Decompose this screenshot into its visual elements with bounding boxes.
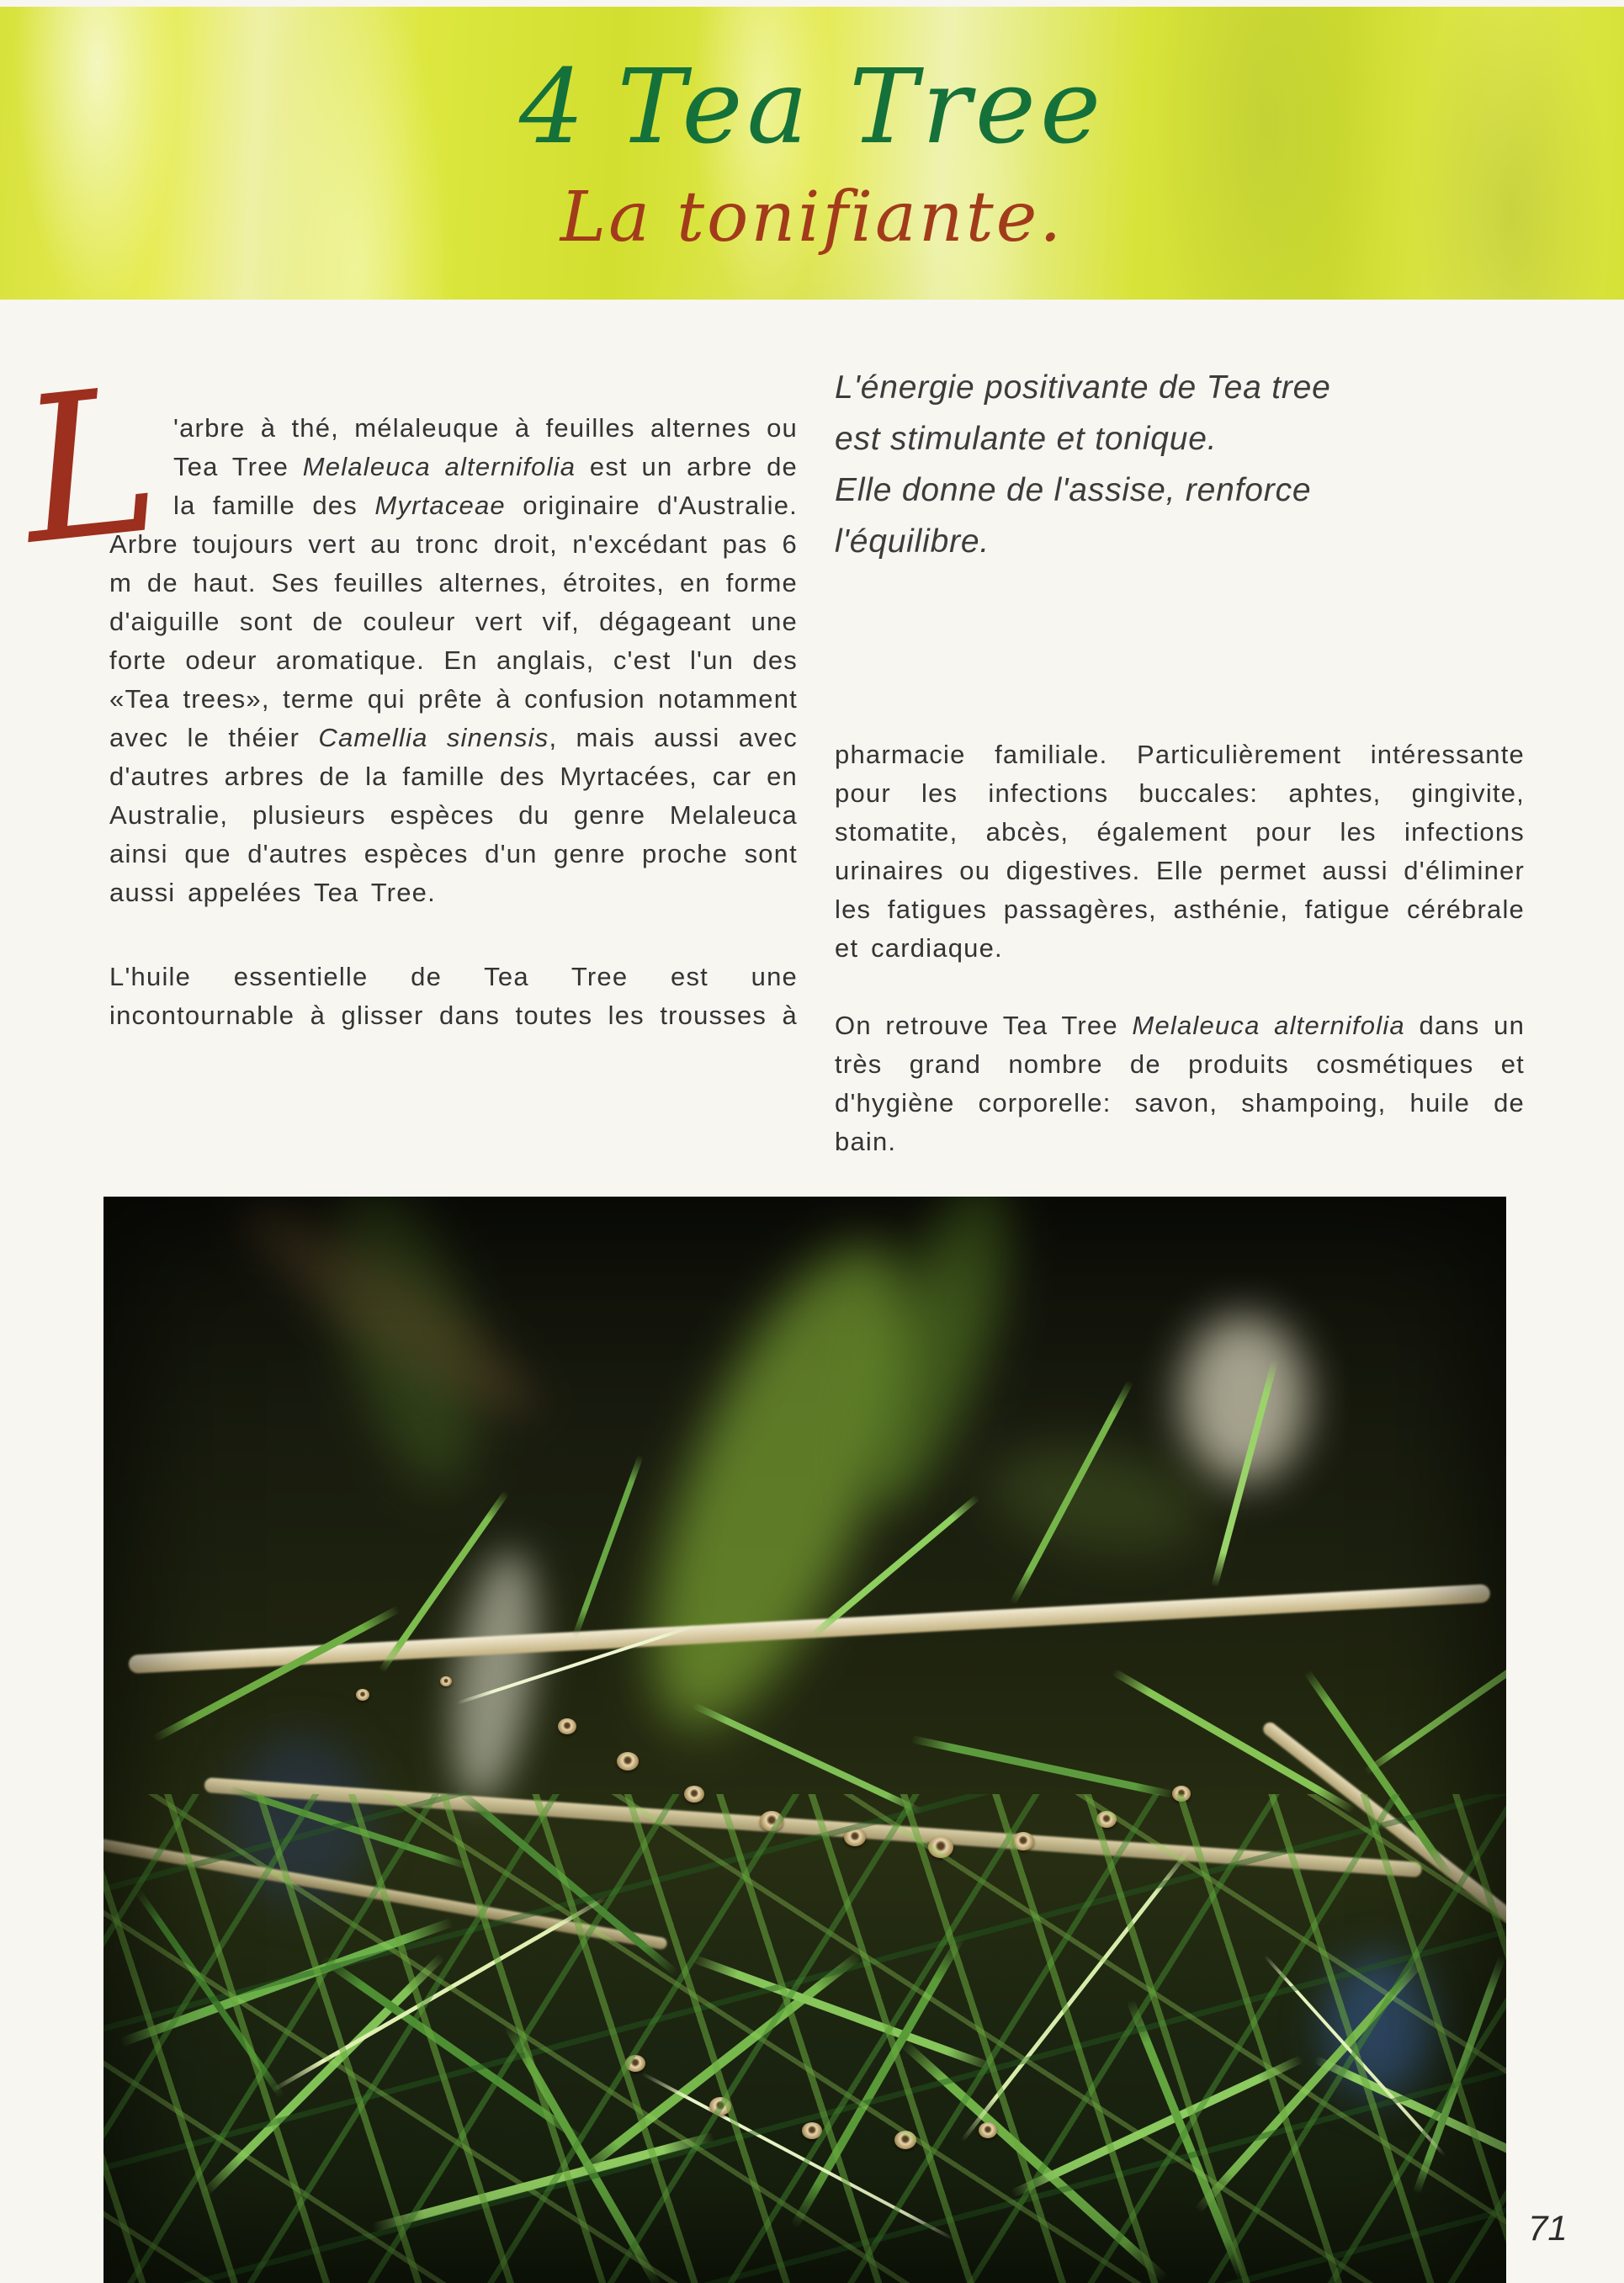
intro-pull-quote: L'énergie positivante de Tea tree est stimulante et tonique. Elle donne de l'assise, renforce l'équilibre. xyxy=(835,369,1331,560)
paragraph-tree-description xyxy=(109,409,798,912)
paragraph-essential-oil: L'huile essentielle de Tea Tree est une incontournable à glisser dans toutes les trousses à xyxy=(109,962,798,1030)
photo-vignette xyxy=(103,1197,1506,2283)
tea-tree-photo xyxy=(103,1197,1506,2283)
chapter-number: 4 xyxy=(518,47,589,167)
page-number: 71 xyxy=(1528,2208,1568,2248)
paragraph-tree-text: 'arbre à thé, mélaleuque à feuilles alternes ou Tea Tree Melaleuca alternifolia est un arbre de la famille des Myrtaceae originaire d'Australie. Arbre toujours vert au tronc droit, n'excédant pas 6 m de haut. Ses feuilles alternes, étroites, en forme d'aiguille sont de couleur vert vif, dégageant une forte odeur aromatique. En anglais, c'est l'un des «Tea trees», terme qui prête à confusion notamment avec le théier Camellia sinensis, mais aussi avec d'autres arbres de la famille des Myrtacées, car en Australie, plusieurs espèces du genre Melaleuca ainsi que d'autres espèces d'un genre proche sont aussi appelées Tea Tree. xyxy=(109,413,799,907)
chapter-subtitle: La tonifiante. xyxy=(560,178,1064,258)
right-column xyxy=(835,362,1525,1161)
paragraph-cosmetic-products: On retrouve Tea Tree Melaleuca alternifolia dans un très grand nombre de produits cosmétiques et d'hygiène corporelle: savon, shampoing, huile de bain. xyxy=(835,1011,1526,1156)
chapter-header xyxy=(0,7,1624,300)
chapter-title xyxy=(0,47,1624,167)
drop-cap-letter: L xyxy=(11,343,169,590)
chapter-name: Tea Tree xyxy=(617,47,1106,167)
paragraph-family-pharmacy: pharmacie familiale. Particulièrement intéressante pour les infections buccales: aphtes, gingivite, stomatite, abcès, également pour les infections urinaires ou digestives. Elle permet aussi d'éliminer les fatigues passagères, asthénie, fatigue cérébrale et cardiaque. xyxy=(835,740,1525,963)
left-column xyxy=(109,409,798,1035)
